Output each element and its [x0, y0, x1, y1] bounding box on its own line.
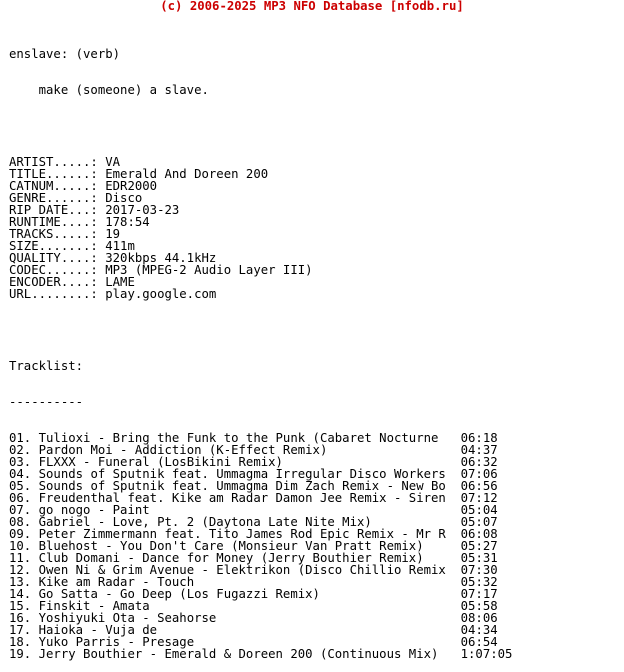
track-number: 11.: [9, 551, 32, 565]
track-time: 05:27: [460, 539, 498, 553]
track-title: Kike am Radar - Touch: [38, 575, 195, 589]
track-title: Owen Ni & Grim Avenue - Elektrikon (Disco Chillio Remix: [38, 563, 446, 577]
track-number: 02.: [9, 443, 32, 457]
info-key: RIP DATE...:: [9, 203, 98, 217]
definition-line-2: make (someone) a slave.: [9, 83, 209, 97]
track-number: 09.: [9, 527, 32, 541]
track-number: 19.: [9, 647, 32, 661]
site-header: (c) 2006-2025 MP3 NFO Database [nfodb.ru]: [160, 0, 464, 13]
info-value: Emerald And Doreen 200: [105, 167, 269, 181]
track-time: 06:56: [460, 479, 498, 493]
track-title: Haioka - Vuja de: [38, 623, 158, 637]
info-value: 2017-03-23: [105, 203, 180, 217]
info-key: URL........:: [9, 287, 98, 301]
info-key: QUALITY....:: [9, 251, 98, 265]
info-value: 178:54: [105, 215, 150, 229]
tracklist-title: Tracklist:: [9, 359, 84, 373]
track-time: 1:07:05: [460, 647, 513, 661]
track-time: 06:08: [460, 527, 498, 541]
track-title: Finskit - Amata: [38, 599, 150, 613]
track-time: 05:07: [460, 515, 498, 529]
track-title: Yoshiyuki Ota - Seahorse: [38, 611, 217, 625]
definition-line-1: enslave: (verb): [9, 47, 121, 61]
track-time: 05:31: [460, 551, 498, 565]
track-number: 07.: [9, 503, 32, 517]
track-number: 08.: [9, 515, 32, 529]
track-time: 04:37: [460, 443, 498, 457]
track-time: 06:32: [460, 455, 498, 469]
track-time: 07:06: [460, 467, 498, 481]
track-number: 12.: [9, 563, 32, 577]
info-value: EDR2000: [105, 179, 158, 193]
info-key: CATNUM.....:: [9, 179, 98, 193]
track-title: FLXXX - Funeral (LosBikini Remix): [38, 455, 283, 469]
track-number: 10.: [9, 539, 32, 553]
track-title: Club Domani - Dance for Money (Jerry Bouthier Remix): [38, 551, 424, 565]
tracklist: [9, 432, 512, 660]
track-row: [9, 648, 512, 660]
track-title: Sounds of Sputnik feat. Ummagma Dim Zach Remix - New Bo: [38, 479, 446, 493]
track-time: 07:17: [460, 587, 498, 601]
track-time: 08:06: [460, 611, 498, 625]
track-number: 17.: [9, 623, 32, 637]
track-time: 05:58: [460, 599, 498, 613]
info-row: [9, 288, 512, 300]
info-value: play.google.com: [105, 287, 217, 301]
spacer: [9, 120, 512, 132]
track-time: 07:30: [460, 563, 498, 577]
track-title: go nogo - Paint: [38, 503, 150, 517]
release-info: [9, 156, 512, 300]
info-value: 19: [105, 227, 121, 241]
info-key: TITLE......:: [9, 167, 98, 181]
track-title: Gabriel - Love, Pt. 2 (Daytona Late Nite Mix): [38, 515, 372, 529]
track-time: 04:34: [460, 623, 498, 637]
track-title: Pardon Moi - Addiction (K-Effect Remix): [38, 443, 328, 457]
track-time: 06:54: [460, 635, 498, 649]
info-value: 320kbps 44.1kHz: [105, 251, 217, 265]
info-key: GENRE......:: [9, 191, 98, 205]
track-time: 05:32: [460, 575, 498, 589]
info-key: CODEC......:: [9, 263, 98, 277]
track-title: Jerry Bouthier - Emerald & Doreen 200 (Continuous Mix): [38, 647, 439, 661]
track-number: 18.: [9, 635, 32, 649]
info-key: ARTIST.....:: [9, 155, 98, 169]
info-key: SIZE.......:: [9, 239, 98, 253]
track-title: Bluehost - You Don't Care (Monsieur Van Pratt Remix): [38, 539, 424, 553]
info-key: RUNTIME....:: [9, 215, 98, 229]
spacer: [9, 324, 512, 336]
info-value: MP3 (MPEG-2 Audio Layer III): [105, 263, 313, 277]
info-key: TRACKS.....:: [9, 227, 98, 241]
info-key: ENCODER....:: [9, 275, 98, 289]
track-number: 04.: [9, 467, 32, 481]
track-number: 06.: [9, 491, 32, 505]
info-value: VA: [105, 155, 121, 169]
track-title: Freudenthal feat. Kike am Radar Damon Jee Remix - Siren: [38, 491, 446, 505]
track-number: 16.: [9, 611, 32, 625]
track-time: 06:18: [460, 431, 498, 445]
track-number: 13.: [9, 575, 32, 589]
track-title: Tulioxi - Bring the Funk to the Punk (Cabaret Nocturne: [38, 431, 439, 445]
info-value: 411m: [105, 239, 135, 253]
track-number: 01.: [9, 431, 32, 445]
track-title: Peter Zimmermann feat. Tito James Rod Epic Remix - Mr R: [38, 527, 446, 541]
track-title: Go Satta - Go Deep (Los Fugazzi Remix): [38, 587, 320, 601]
track-number: 03.: [9, 455, 32, 469]
info-value: LAME: [105, 275, 135, 289]
tracklist-rule: ----------: [9, 395, 84, 409]
track-number: 05.: [9, 479, 32, 493]
track-title: Sounds of Sputnik feat. Ummagma Irregular Disco Workers: [38, 467, 446, 481]
track-time: 05:04: [460, 503, 498, 517]
track-time: 07:12: [460, 491, 498, 505]
track-number: 15.: [9, 599, 32, 613]
nfo-document: [9, 24, 512, 672]
info-value: Disco: [105, 191, 143, 205]
track-number: 14.: [9, 587, 32, 601]
track-title: Yuko Parris - Presage: [38, 635, 195, 649]
